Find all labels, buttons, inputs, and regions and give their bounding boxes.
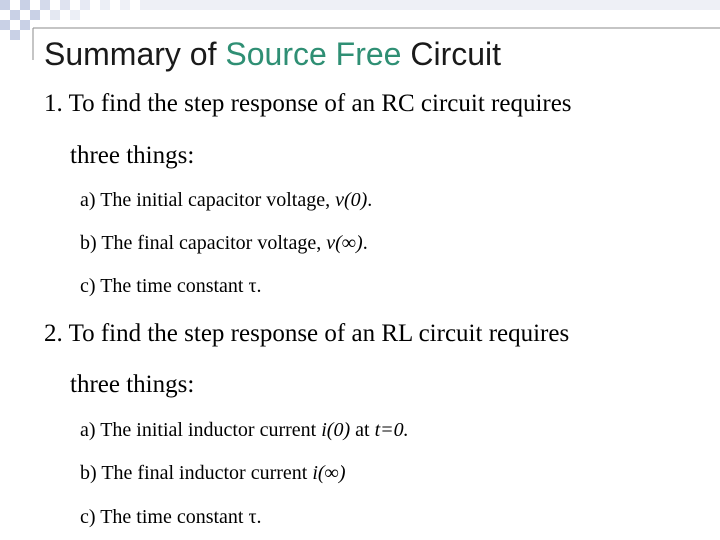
item-variable: i(0) bbox=[321, 419, 351, 441]
title-accent: Source Free bbox=[225, 36, 402, 72]
title-part1: Summary of bbox=[44, 36, 226, 72]
item-label: b) bbox=[80, 232, 97, 254]
item-label: c) bbox=[80, 275, 96, 297]
item-variable: v(0) bbox=[335, 189, 368, 211]
item-label: a) bbox=[80, 419, 96, 441]
slide-title bbox=[44, 36, 501, 73]
section-2-text-1: To find the step response of an RL circuit requires bbox=[68, 320, 570, 347]
section-1-line-2: three things: bbox=[70, 142, 195, 169]
item-text: The time constant τ. bbox=[100, 275, 262, 297]
item-text-mid: at bbox=[350, 419, 375, 441]
item-text: The initial capacitor voltage, bbox=[100, 189, 336, 211]
section-2-item-a bbox=[80, 419, 409, 442]
item-label: a) bbox=[80, 189, 96, 211]
section-2-number: 2. bbox=[44, 320, 63, 347]
section-2-line-1 bbox=[44, 320, 569, 348]
item-text: The final inductor current bbox=[101, 462, 313, 484]
section-1-number: 1. bbox=[44, 90, 63, 117]
item-text-end: . bbox=[367, 189, 373, 211]
section-1-item-c bbox=[80, 275, 262, 298]
section-1-item-b bbox=[80, 232, 368, 255]
item-variable-2: t=0. bbox=[374, 419, 409, 441]
section-2-item-c bbox=[80, 506, 262, 529]
section-1-text-1: To find the step response of an RC circuit requires bbox=[68, 90, 572, 117]
section-2-line-2: three things: bbox=[70, 371, 195, 398]
item-label: b) bbox=[80, 462, 97, 484]
section-2-item-b bbox=[80, 462, 345, 485]
item-text: The initial inductor current bbox=[100, 419, 322, 441]
section-1-item-a bbox=[80, 189, 372, 212]
title-part3: Circuit bbox=[401, 36, 502, 72]
item-label: c) bbox=[80, 506, 96, 528]
item-variable: v(∞) bbox=[326, 232, 363, 254]
item-variable: i(∞) bbox=[312, 462, 346, 484]
section-1-line-1 bbox=[44, 90, 572, 118]
item-text-end: . bbox=[362, 232, 368, 254]
item-text: The time constant τ. bbox=[100, 506, 262, 528]
item-text: The final capacitor voltage, bbox=[101, 232, 327, 254]
